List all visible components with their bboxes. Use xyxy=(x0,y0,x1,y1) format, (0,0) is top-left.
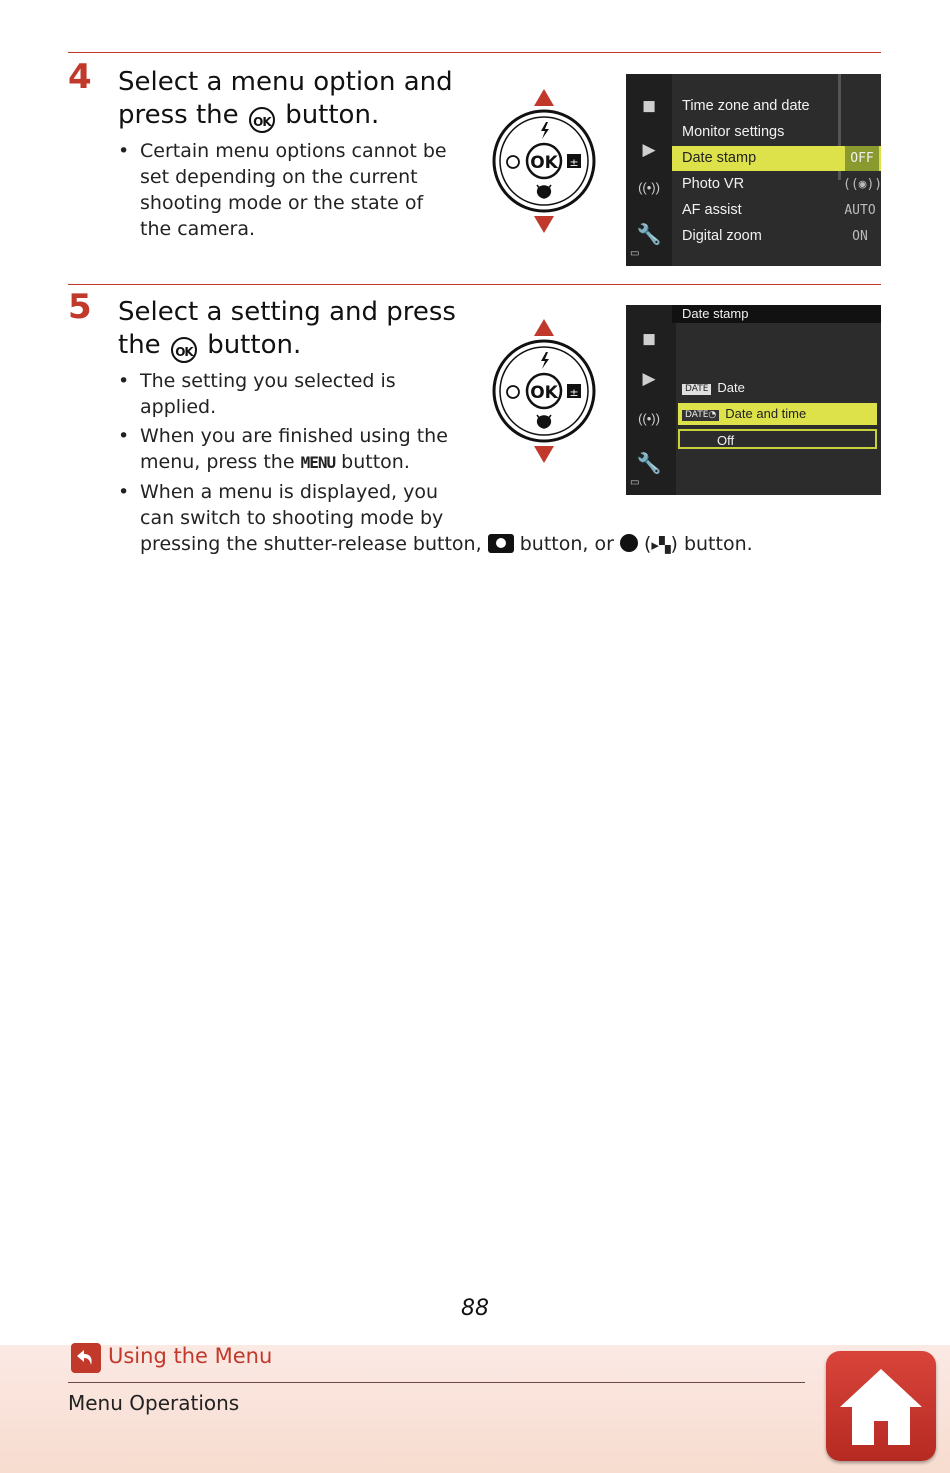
date-time-tag-icon: DATE◔ xyxy=(682,410,719,421)
menu-item-photo-vr[interactable]: Photo VR ((◉)) xyxy=(672,172,881,197)
section-link-using-menu[interactable]: Using the Menu xyxy=(108,1344,273,1368)
option-off[interactable]: Off xyxy=(678,429,877,449)
wrench-tab-icon[interactable]: 🔧 xyxy=(636,453,662,475)
battery-icon: ▭ xyxy=(630,477,640,488)
wireless-tab-icon[interactable]: ((•)) xyxy=(638,411,660,426)
screen-title: Date stamp xyxy=(672,305,881,323)
step5-top-rule xyxy=(68,284,881,285)
back-arrow-icon[interactable] xyxy=(71,1343,101,1373)
svg-text:±: ± xyxy=(569,156,579,169)
svg-text:OK: OK xyxy=(530,383,558,403)
menu-item-digital-zoom[interactable]: Digital zoom ON xyxy=(672,224,881,249)
movie-tab-icon[interactable]: ▶ xyxy=(642,369,656,388)
photo-vr-value-icon: ((◉)) xyxy=(843,177,883,192)
camera-button-icon xyxy=(488,534,514,553)
step5-number: 5 xyxy=(68,287,92,327)
option-date[interactable]: DATE Date xyxy=(678,377,877,399)
page-number: 88 xyxy=(461,1296,489,1321)
step4-top-rule xyxy=(68,52,881,53)
menu-item-date-stamp[interactable]: Date stamp OFF xyxy=(672,146,881,171)
movie-icon: ▸▚ xyxy=(651,536,671,554)
date-stamp-value: OFF xyxy=(845,146,879,171)
camera-tab-icon[interactable]: ◼ xyxy=(641,96,657,115)
step4-number: 4 xyxy=(68,57,92,97)
multi-selector-icon xyxy=(490,316,600,466)
af-assist-value: AUTO xyxy=(844,203,876,218)
step4-bullet-1: • Certain menu options cannot be set depending on the current shooting mode or the state of the camera. xyxy=(118,138,448,242)
movie-tab-icon[interactable]: ▶ xyxy=(642,140,656,159)
svg-text:±: ± xyxy=(569,386,579,399)
menu-item-time-zone-date[interactable]: Time zone and date xyxy=(682,98,810,114)
menu-tab-sidebar xyxy=(626,305,676,495)
step5-bullet-2: • When you are finished using the menu, press the MENU button. xyxy=(118,423,450,476)
menu-button-glyph: MENU xyxy=(300,453,336,472)
option-date-and-time[interactable]: DATE◔ Date and time xyxy=(678,403,877,425)
wrench-tab-icon[interactable]: 🔧 xyxy=(636,224,662,246)
step5-title xyxy=(118,296,458,363)
wireless-tab-icon[interactable]: ((•)) xyxy=(638,180,660,195)
step5-bullet-1: • The setting you selected is applied. xyxy=(118,368,430,420)
digital-zoom-value: ON xyxy=(852,229,868,244)
ok-button-icon: OK xyxy=(171,337,197,363)
step5-title-pre: the xyxy=(118,330,161,360)
record-button-icon xyxy=(620,534,638,552)
camera-screen-setup-menu xyxy=(626,74,881,266)
step5-title-post: button. xyxy=(207,330,302,360)
step4-title-post: button. xyxy=(285,100,380,130)
battery-icon: ▭ xyxy=(630,248,640,259)
home-icon xyxy=(836,1361,926,1451)
step4-title xyxy=(118,66,458,133)
camera-screen-date-stamp xyxy=(626,305,881,495)
step4-title-line1: Select a menu option and xyxy=(118,67,453,97)
subsection-link-menu-operations[interactable]: Menu Operations xyxy=(68,1391,240,1415)
step5-title-line1: Select a setting and press xyxy=(118,297,456,327)
menu-item-monitor-settings[interactable]: Monitor settings xyxy=(682,124,785,140)
step5-bullet-3: • When a menu is displayed, you can switch to shooting mode by pressing the shutter-release button, button, or (▸▚) button. xyxy=(118,479,778,558)
multi-selector-icon xyxy=(490,86,600,236)
svg-text:OK: OK xyxy=(530,153,558,173)
date-tag-icon: DATE xyxy=(682,384,711,395)
footer-divider xyxy=(68,1382,805,1383)
ok-button-icon: OK xyxy=(249,107,275,133)
home-button[interactable] xyxy=(826,1351,936,1461)
step4-bullets xyxy=(118,138,448,245)
step4-title-pre: press the xyxy=(118,100,239,130)
camera-tab-icon[interactable]: ◼ xyxy=(641,329,657,348)
menu-tab-sidebar xyxy=(626,74,672,266)
menu-item-af-assist[interactable]: AF assist AUTO xyxy=(672,198,881,223)
